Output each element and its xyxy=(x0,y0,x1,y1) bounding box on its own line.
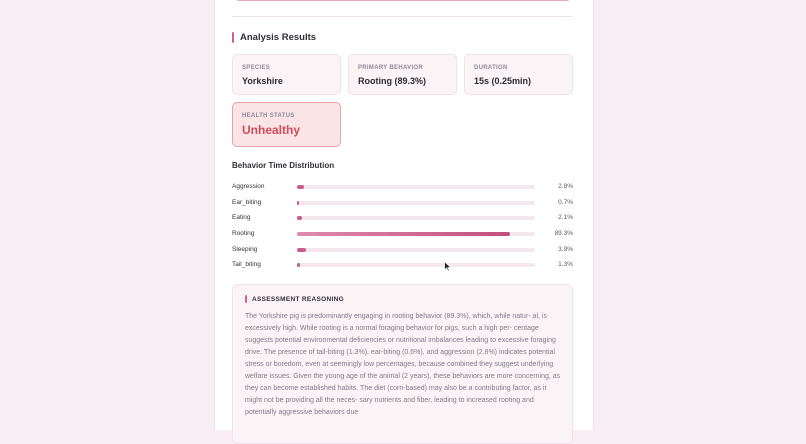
behavior-distribution-title: Behavior Time Distribution xyxy=(232,161,335,170)
heading-accent-bar xyxy=(245,295,247,303)
health-status-value: Unhealthy xyxy=(242,123,301,137)
health-status-tile xyxy=(232,102,341,147)
behavior-bar-fill xyxy=(297,216,302,220)
assessment-reasoning-text: The Yorkshire pig is predominantly engaging in rooting behavior (89.3%), which, while natur- al, is excessively high. While rooting is a normal foraging behavior for pigs, such a high per- centage suggests potential environmental deficiencies or nutritional imbalances leading to excessive foraging drive. The presence of tail-biting (1.3%), ear-biting (0.6%), and aggression (2.8%) indicates potential stress or boredom, even at seemingly low percentages, because combined they suggest underlying welfare issues. Given the young age of the animal (2 years), these behaviors are more concerning, as they can become established habits. The diet (corn-based) may also be a contributing factor, as it might not be providing all the neces- sary nutrients and fiber, leading to increased rooting and potentially aggressive behaviors due xyxy=(245,313,561,416)
behavior-name: Eating xyxy=(232,214,251,221)
behavior-row xyxy=(232,213,573,223)
section-divider xyxy=(232,16,573,17)
behavior-bar-track xyxy=(297,232,535,236)
behavior-name: Sleeping xyxy=(232,246,258,253)
behavior-percent: 1.3% xyxy=(558,261,573,268)
behavior-name: Aggression xyxy=(232,183,265,190)
assessment-reasoning-title: ASSESSMENT REASONING xyxy=(252,295,344,303)
behavior-row xyxy=(232,229,573,239)
behavior-row xyxy=(232,245,573,255)
primary-behavior-label: PRIMARY BEHAVIOR xyxy=(358,65,424,71)
behavior-bar-fill xyxy=(297,248,306,252)
behavior-percent: 89.3% xyxy=(554,230,573,237)
analysis-results-title: Analysis Results xyxy=(240,31,317,43)
behavior-row xyxy=(232,182,573,192)
behavior-row xyxy=(232,260,573,270)
duration-tile xyxy=(464,54,573,95)
duration-label: DURATION xyxy=(474,65,508,71)
primary-behavior-value: Rooting (89.3%) xyxy=(358,76,427,86)
behavior-percent: 2.8% xyxy=(558,183,573,190)
behavior-bar-track xyxy=(297,248,535,252)
behavior-bar-fill xyxy=(297,201,299,205)
behavior-bar-fill xyxy=(297,185,304,189)
behavior-bar-fill xyxy=(297,232,510,236)
behavior-bar-track xyxy=(297,201,535,205)
assessment-reasoning-box xyxy=(232,284,573,444)
mouse-cursor-icon xyxy=(444,261,452,272)
behavior-row xyxy=(232,198,573,208)
behavior-bar-track xyxy=(297,216,535,220)
behavior-name: Tail_biting xyxy=(232,261,261,268)
duration-value: 15s (0.25min) xyxy=(474,76,532,86)
heading-accent-bar xyxy=(232,32,234,43)
behavior-bar-fill xyxy=(297,263,300,267)
primary-behavior-tile xyxy=(348,54,457,95)
behavior-percent: 0.7% xyxy=(558,199,573,206)
species-tile xyxy=(232,54,341,95)
behavior-name: Rooting xyxy=(232,230,255,237)
assessment-reasoning-heading xyxy=(245,295,560,303)
behavior-bar-track xyxy=(297,263,535,267)
behavior-name: Ear_biting xyxy=(232,199,262,206)
analysis-results-heading xyxy=(232,31,316,43)
top-accent-bar xyxy=(236,0,570,1)
species-label: SPECIES xyxy=(242,65,271,71)
species-value: Yorkshire xyxy=(242,76,283,86)
health-status-label: HEALTH STATUS xyxy=(242,113,295,119)
behavior-percent: 2.1% xyxy=(558,214,573,221)
behavior-percent: 3.9% xyxy=(558,246,573,253)
behavior-bar-track xyxy=(297,185,535,189)
